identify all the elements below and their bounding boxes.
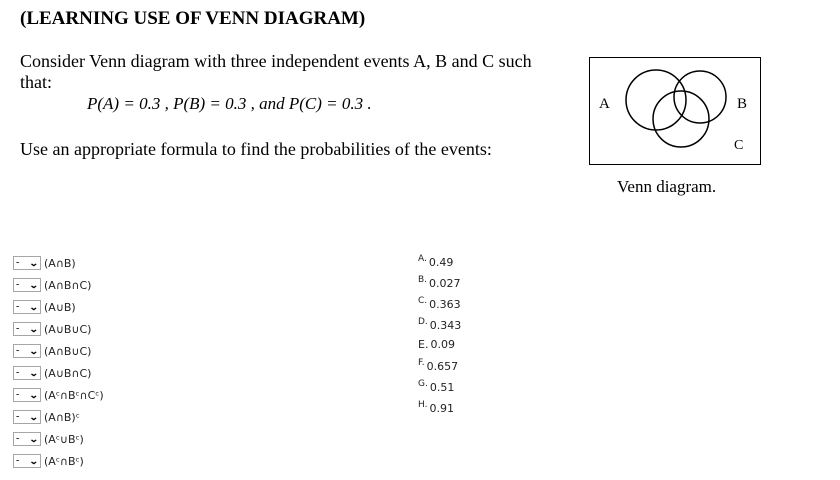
answer-select[interactable]: - ⌄ bbox=[13, 278, 41, 292]
chevron-down-icon: ⌄ bbox=[29, 433, 40, 444]
question-row bbox=[13, 451, 84, 471]
chevron-down-icon: ⌄ bbox=[29, 345, 40, 356]
option-value: 0.343 bbox=[429, 319, 462, 332]
option-label: D. bbox=[418, 317, 428, 327]
question-row bbox=[13, 341, 91, 361]
instruction-text: Use an appropriate formula to find the probabilities of the events: bbox=[20, 139, 492, 159]
chevron-down-icon: ⌄ bbox=[29, 389, 40, 400]
chevron-down-icon: ⌄ bbox=[29, 411, 40, 422]
question-row bbox=[13, 407, 80, 427]
venn-caption: Venn diagram. bbox=[617, 177, 717, 196]
option-value: 0.49 bbox=[428, 256, 454, 269]
question-row bbox=[13, 275, 91, 295]
answer-select[interactable]: - ⌄ bbox=[13, 366, 41, 380]
venn-circles bbox=[589, 57, 761, 165]
option-value: 0.51 bbox=[429, 381, 455, 394]
option-value: 0.363 bbox=[429, 298, 461, 311]
answer-option bbox=[418, 277, 461, 290]
question-expression: (A∩B∪C) bbox=[44, 344, 92, 358]
option-value: 0.91 bbox=[429, 402, 454, 415]
chevron-down-icon: ⌄ bbox=[29, 455, 40, 466]
answer-select[interactable]: - ⌄ bbox=[13, 388, 41, 402]
question-expression: (A∩B∩C) bbox=[44, 278, 92, 292]
chevron-down-icon: ⌄ bbox=[29, 279, 40, 290]
question-row bbox=[13, 363, 91, 383]
option-label: A. bbox=[418, 254, 427, 264]
chevron-down-icon: ⌄ bbox=[29, 301, 40, 312]
answer-select[interactable]: - ⌄ bbox=[13, 410, 41, 424]
question-expression: (A∩B) bbox=[44, 256, 76, 270]
question-expression: (Aᶜ∩Bᶜ∩Cᶜ) bbox=[44, 388, 104, 402]
question-row bbox=[13, 319, 91, 339]
option-label: H. bbox=[418, 400, 428, 410]
answer-select[interactable]: - ⌄ bbox=[13, 300, 41, 314]
answer-option bbox=[418, 402, 454, 415]
venn-diagram bbox=[589, 57, 761, 165]
question-expression: (Aᶜ∪Bᶜ) bbox=[44, 432, 84, 446]
chevron-down-icon: ⌄ bbox=[29, 257, 40, 268]
answer-option bbox=[418, 360, 458, 373]
question-row bbox=[13, 297, 76, 317]
circle-c bbox=[653, 91, 709, 147]
option-value: 0.657 bbox=[426, 360, 459, 373]
option-label: B. bbox=[418, 275, 428, 285]
venn-label-b: B bbox=[736, 95, 747, 112]
chevron-down-icon: ⌄ bbox=[29, 367, 40, 378]
question-row bbox=[13, 429, 84, 449]
page-title: (LEARNING USE OF VENN DIAGRAM) bbox=[20, 8, 366, 29]
answer-select[interactable]: - ⌄ bbox=[13, 344, 41, 358]
question-expression: (A∩B)ᶜ bbox=[44, 410, 80, 424]
option-value: 0.027 bbox=[429, 277, 461, 290]
circle-b bbox=[674, 71, 726, 123]
option-label: C. bbox=[418, 296, 428, 306]
option-label: F. bbox=[418, 358, 425, 368]
answer-option bbox=[418, 338, 455, 351]
answer-option bbox=[418, 319, 461, 332]
venn-label-a: A bbox=[598, 95, 610, 112]
question-expression: (Aᶜ∩Bᶜ) bbox=[44, 454, 84, 468]
answer-select[interactable]: - ⌄ bbox=[13, 322, 41, 336]
option-value: 0.09 bbox=[430, 338, 455, 351]
option-label: G. bbox=[418, 379, 428, 389]
answer-option bbox=[418, 256, 453, 269]
given-probabilities: P(A) = 0.3 , P(B) = 0.3 , and P(C) = 0.3 . bbox=[87, 94, 372, 113]
answer-select[interactable]: - ⌄ bbox=[13, 256, 41, 270]
circle-a bbox=[626, 70, 686, 130]
question-expression: (A∪B) bbox=[44, 300, 76, 314]
question-expression: (A∪B∩C) bbox=[44, 366, 92, 380]
intro-text: Consider Venn diagram with three independent events A, B and C such that: bbox=[20, 51, 532, 92]
answer-option bbox=[418, 298, 461, 311]
question-row bbox=[13, 385, 104, 405]
option-label: E. bbox=[418, 338, 429, 351]
chevron-down-icon: ⌄ bbox=[29, 323, 40, 334]
question-expression: (A∪B∪C) bbox=[44, 322, 92, 336]
answer-select[interactable]: - ⌄ bbox=[13, 432, 41, 446]
answer-option bbox=[418, 381, 454, 394]
venn-label-c: C bbox=[733, 137, 743, 153]
answer-select[interactable]: - ⌄ bbox=[13, 454, 41, 468]
question-row bbox=[13, 253, 76, 273]
